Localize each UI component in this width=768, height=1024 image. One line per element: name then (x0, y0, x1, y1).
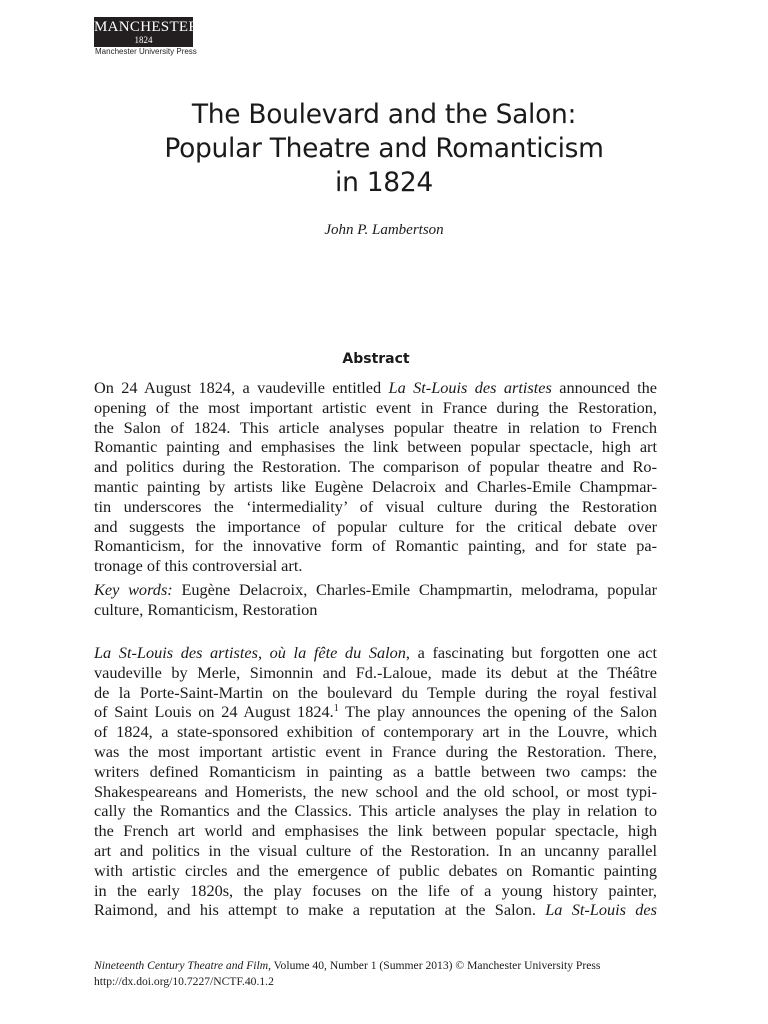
abstract-line: opening of the most important artistic event in France during the Restoration, (94, 397, 657, 417)
publisher-logo (94, 17, 199, 47)
abstract-heading: Abstract (342, 351, 410, 367)
press-name: Manchester University Press (95, 47, 197, 56)
body-line: art and politics in the visual culture of the Restoration. In an uncanny parallel (94, 840, 657, 860)
abstract-line: mantic painting by artists like Eugène Delacroix and Charles-Emile Champmar- (94, 476, 657, 496)
body-line: of 1824, a state-sponsored exhibition of contemporary art in the Louvre, which (94, 722, 657, 742)
body-line: was the most important artistic event in France during the Restoration. There, (94, 741, 657, 761)
abstract-line: Romantic painting and emphasises the link between popular spectacle, high art (94, 437, 657, 457)
abstract-line: Romanticism, for the innovative form of Romantic painting, and for state pa- (94, 536, 657, 556)
logo-year: 1824 (134, 35, 153, 45)
logo-name: MANCHESTER (94, 19, 199, 35)
body-line: vaudeville by Merle, Simonnin and Fd.-Laloue, made its debut at the Théâtre (94, 662, 657, 682)
body-line: of Saint Louis on 24 August 1824.$^1$ The play announces the opening of the Salon (94, 702, 658, 722)
body-line: in the early 1820s, the play focuses on the life of a young history painter, (94, 880, 657, 900)
abstract-line: the Salon of 1824. This article analyses popular theatre in relation to French (94, 417, 657, 437)
body-line: the French art world and emphasises the link between popular spectacle, high (94, 821, 657, 841)
abstract-body (94, 378, 657, 576)
body-line: Raimond, and his attempt to make a reputation at the Salon. La St-Louis des (94, 900, 657, 920)
keywords-label: Key words: (94, 580, 173, 599)
abstract-line: tin underscores the ‘intermediality’ of visual culture during the Restoration (94, 496, 657, 516)
main-text (94, 643, 657, 920)
keywords (94, 580, 657, 620)
author-name: John P. Lambertson (324, 222, 444, 238)
abstract-line: and suggests the importance of popular culture for the critical debate over (94, 516, 657, 536)
article-title (60, 98, 708, 200)
abstract-line: tronage of this controversial art. (94, 556, 303, 576)
citation-line: Nineteenth Century Theatre and Film, Volume 40, Number 1 (Summer 2013) © Manchester University Press (94, 959, 601, 972)
page-footer (94, 958, 600, 990)
keywords-line: Key words: Eugène Delacroix, Charles-Emile Champmartin, melodrama, popular (94, 580, 657, 599)
body-line: writers defined Romanticism in painting as a battle between two camps: the (94, 761, 657, 781)
body-line: cally the Romantics and the Classics. This article analyses the play in relation to (94, 801, 657, 821)
doi-link[interactable]: http://dx.doi.org/10.7227/NCTF.40.1.2 (94, 975, 274, 988)
body-line: de la Porte-Saint-Martin on the boulevard du Temple during the royal festival (94, 682, 657, 702)
body-line: with artistic circles and the emergence of public debates on Romantic painting (94, 860, 657, 880)
journal-name: Nineteenth Century Theatre and Film (94, 959, 269, 972)
keywords-line: culture, Romanticism, Restoration (94, 599, 318, 619)
abstract-line: and politics during the Restoration. The comparison of popular theatre and Ro- (94, 457, 657, 477)
body-line: La St-Louis des artistes, où la fête du Salon, a fascinating but forgotten one act (94, 643, 657, 662)
body-line: Shakespeareans and Homerists, the new school and the old school, or most typi- (94, 781, 657, 801)
abstract-line: On 24 August 1824, a vaudeville entitled La St-Louis des artistes announced the (94, 378, 658, 397)
title-line: Popular Theatre and Romanticism (164, 133, 604, 164)
title-line: The Boulevard and the Salon: (191, 99, 577, 130)
footnote-ref[interactable]: 1 (333, 703, 339, 715)
title-line: in 1824 (335, 167, 433, 198)
